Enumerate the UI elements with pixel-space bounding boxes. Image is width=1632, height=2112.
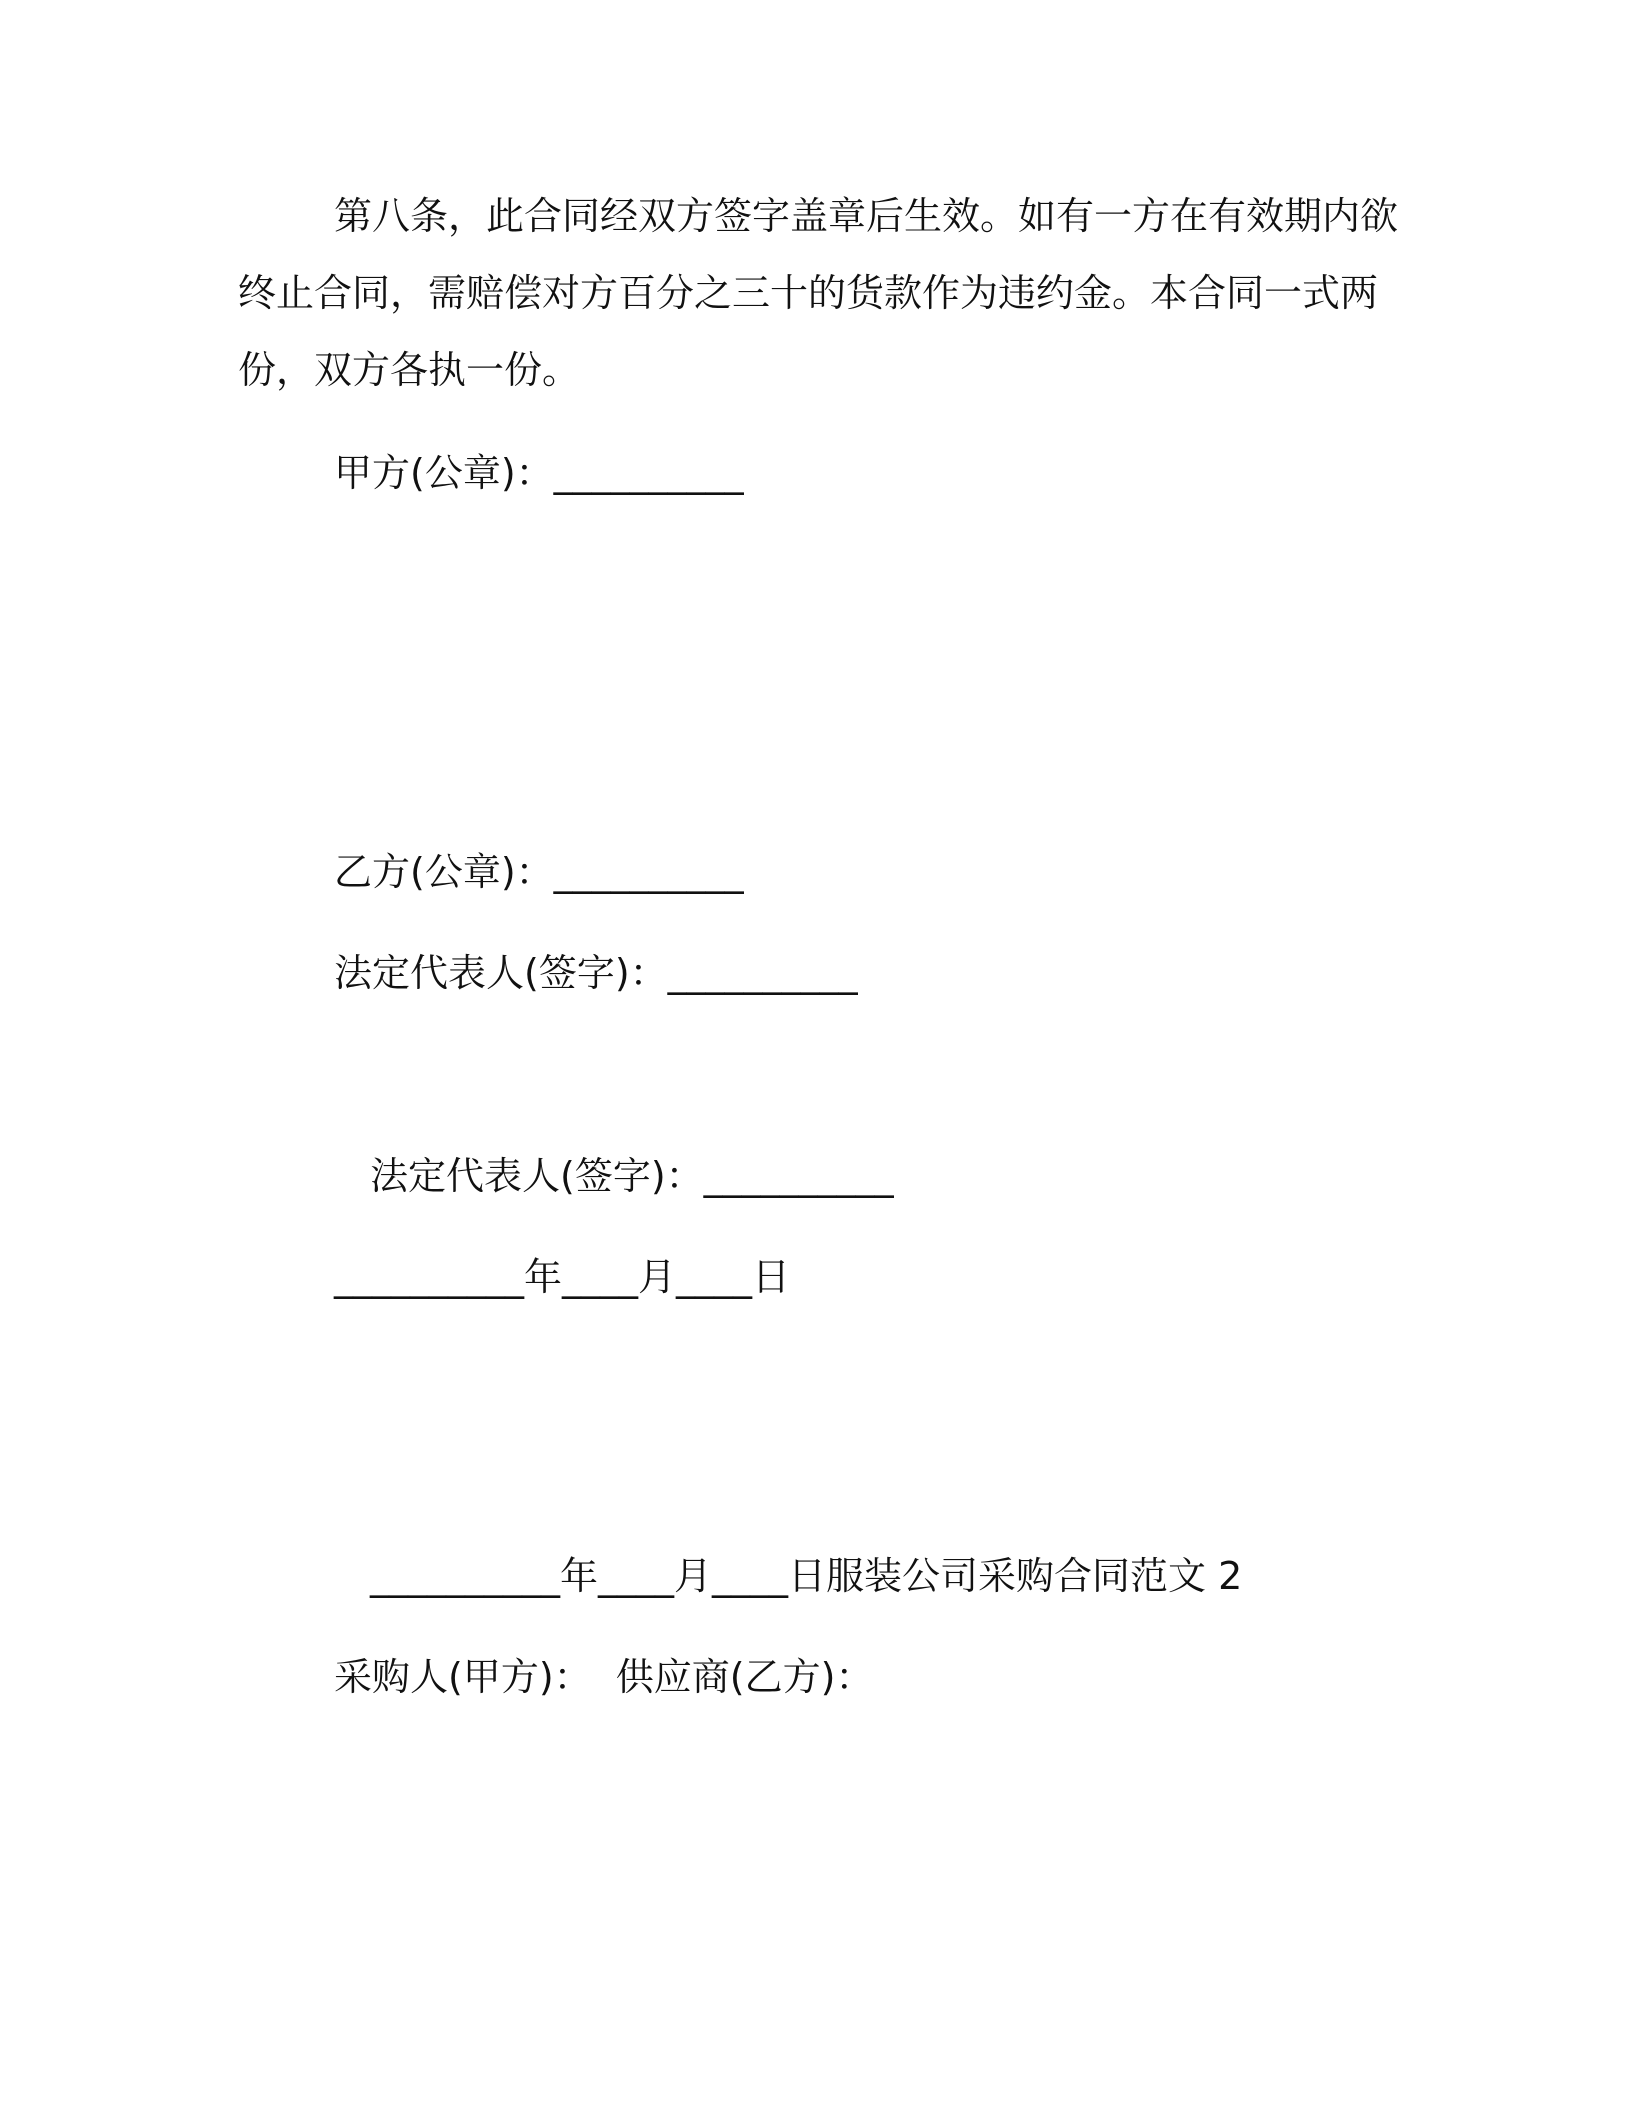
date-line: __________年____月____日 <box>334 1255 791 1299</box>
article-8-line-2: 终止合同，需赔偿对方百分之三十的货款作为违约金。本合同一式两 <box>238 271 1379 315</box>
contract-title-line: __________年____月____日服装公司采购合同范文 2 <box>370 1554 1243 1598</box>
party-b-seal-line: 乙方(公章)：__________ <box>334 850 744 894</box>
legal-representative-line-1: 法定代表人(签字)：__________ <box>334 951 858 995</box>
article-8-line-3: 份，双方各执一份。 <box>238 348 581 392</box>
legal-representative-line-2: 法定代表人(签字)：__________ <box>370 1154 894 1198</box>
party-a-seal-line: 甲方(公章)：__________ <box>334 451 744 495</box>
parties-line: 采购人(甲方)： 供应商(乙方)： <box>334 1655 874 1699</box>
article-8-line-1: 第八条，此合同经双方签字盖章后生效。如有一方在有效期内欲 <box>334 194 1399 238</box>
